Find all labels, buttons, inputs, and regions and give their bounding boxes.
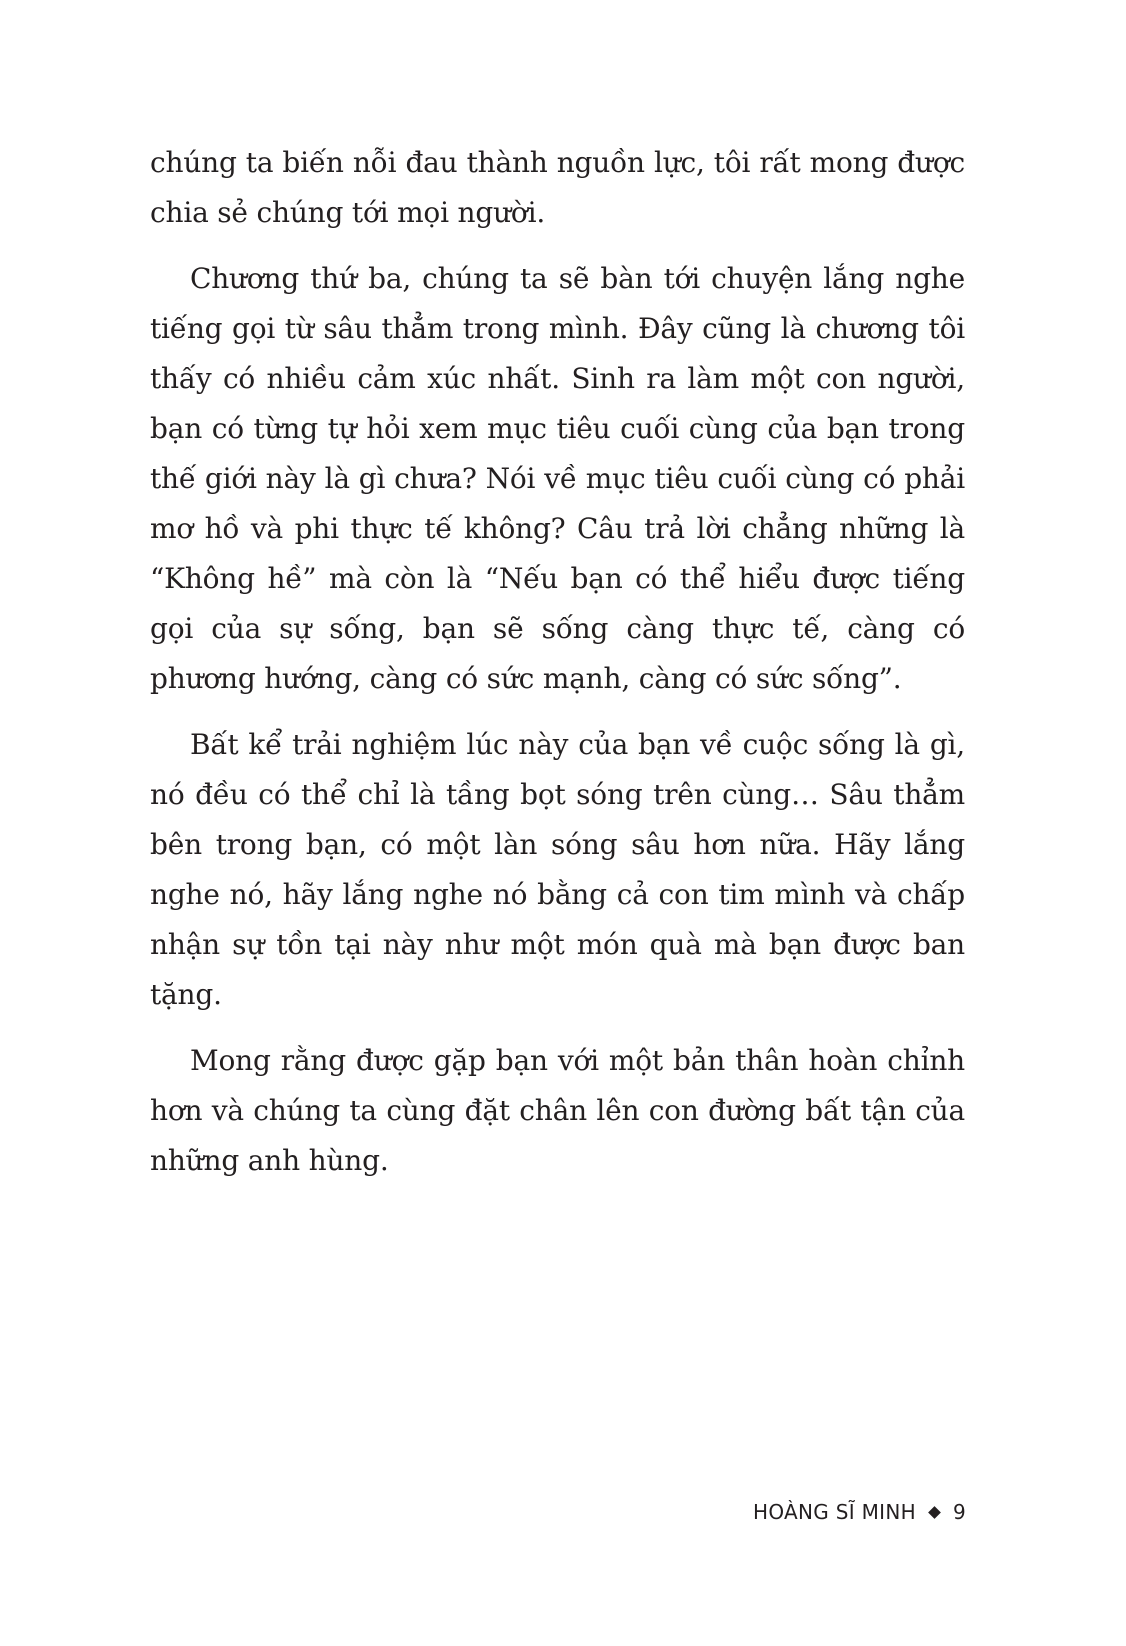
paragraph-continuation: chúng ta biến nỗi đau thành nguồn lực, tôi rất mong được chia sẻ chúng tới mọi người. <box>150 146 965 229</box>
diamond-icon <box>928 1506 941 1519</box>
page-number: 9 <box>952 1500 966 1524</box>
paragraph-chapter-three: Chương thứ ba, chúng ta sẽ bàn tới chuyện lắng nghe tiếng gọi từ sâu thẳm trong mình. Đây cũng là chương tôi thấy có nhiều cảm xúc nhất. Sinh ra làm một con người, bạn có từng tự hỏi xem mục tiêu cuối cùng của bạn trong thế giới này là gì chưa? Nói về mục tiêu cuối cùng có phải mơ hồ và phi thực tế không? Câu trả lời chẳng những là “Không hề” mà còn là “Nếu bạn có thể hiểu được tiếng gọi của sự sống, bạn sẽ sống càng thực tế, càng có phương hướng, càng có sức mạnh, càng có sức sống”. <box>150 262 965 695</box>
paragraph-wave: Bất kể trải nghiệm lúc này của bạn về cuộc sống là gì, nó đều có thể chỉ là tầng bọt sóng trên cùng… Sâu thẳm bên trong bạn, có một làn sóng sâu hơn nữa. Hãy lắng nghe nó, hãy lắng nghe nó bằng cả con tim mình và chấp nhận sự tồn tại này như một món quà mà bạn được ban tặng. <box>150 728 965 1011</box>
footer-author: HOÀNG SĨ MINH <box>753 1500 916 1524</box>
page-footer <box>753 1500 966 1524</box>
paragraph-closing: Mong rằng được gặp bạn với một bản thân hoàn chỉnh hơn và chúng ta cùng đặt chân lên con đường bất tận của những anh hùng. <box>150 1044 965 1177</box>
body-text <box>150 138 965 1202</box>
